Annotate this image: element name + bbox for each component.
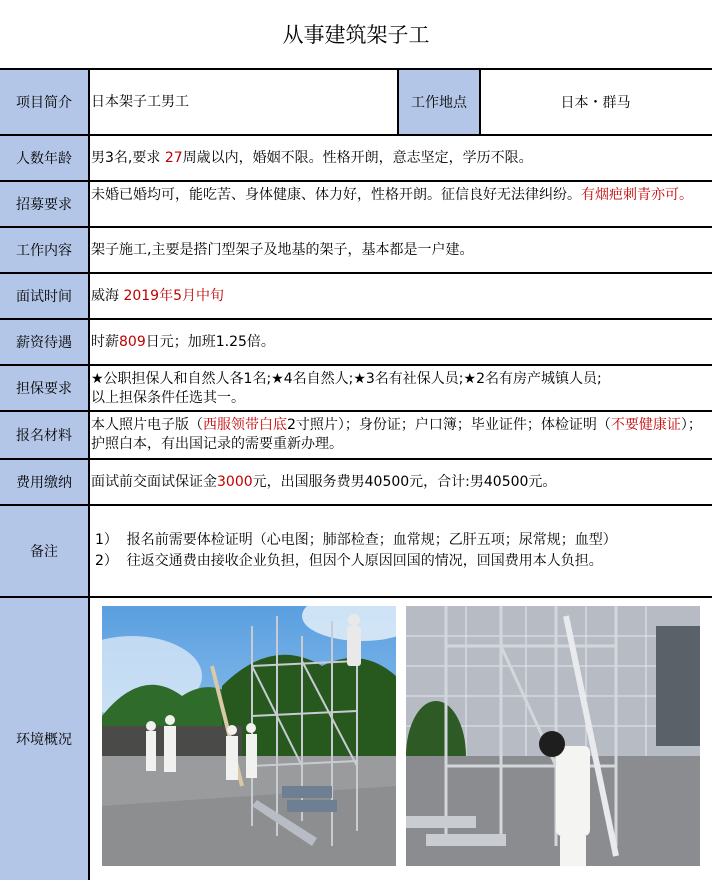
scaffold-photo-house <box>406 606 700 866</box>
row-notes <box>0 506 712 598</box>
row-interview <box>0 274 712 320</box>
value-guarantee: ★公职担保人和自然人各1名;★4名自然人;★3名有社保人员;★2名有房产城镇人员; 以上担保条件任选其一。 <box>91 371 602 406</box>
value-location: 日本・群马 <box>560 95 631 111</box>
value-fees: 面试前交面试保证金 3000 元，出国服务费男40500元，合计:男40500元。 <box>91 473 557 490</box>
scaffold-photo-outdoor <box>102 606 396 866</box>
label-people: 人数年龄 <box>0 136 90 180</box>
value-work: 架子施工,主要是搭门型架子及地基的架子，基本都是一户建。 <box>91 241 474 258</box>
value-interview: 威海 2019年5月中旬 <box>91 287 224 304</box>
row-recruit <box>0 182 712 228</box>
row-project <box>0 70 712 136</box>
label-interview: 面试时间 <box>0 274 90 318</box>
scaffold-photo-house-image <box>406 606 700 866</box>
value-project: 日本架子工男工 <box>91 93 189 110</box>
value-materials: 本人照片电子版（西服领带白底2寸照片）；身份证；户口簿；毕业证件；体检证明（不要健康证）；护照白本，有出国记录的需要重新办理。 <box>91 417 702 452</box>
label-project: 项目简介 <box>0 70 90 134</box>
row-environment <box>0 598 712 880</box>
label-notes: 备注 <box>0 506 90 596</box>
value-notes: 1） 报名前需要体检证明（心电图；肺部检查；血常规；乙肝五项；尿常规；血型） 2） 往返交通费由接收企业负担，但因个人原因回国的情况，回国费用本人负担。 <box>95 532 617 569</box>
row-work <box>0 228 712 274</box>
value-recruit: 未婚已婚均可，能吃苦、身体健康、体力好，性格开朗。征信良好无法律纠纷。有烟疤刺青亦可。 <box>91 187 693 203</box>
row-salary <box>0 320 712 366</box>
label-salary: 薪资待遇 <box>0 320 90 364</box>
label-fees: 费用缴纳 <box>0 460 90 504</box>
label-environment: 环境概况 <box>0 598 90 880</box>
value-people: 男3名,要求 27 周歳以内，婚姻不限。性格开朗，意志坚定，学历不限。 <box>91 149 533 166</box>
value-salary: 时薪 809 日元；加班1.25倍。 <box>91 333 275 350</box>
row-fees <box>0 460 712 506</box>
label-guarantee: 担保要求 <box>0 366 90 410</box>
label-materials: 报名材料 <box>0 412 90 458</box>
row-guarantee <box>0 366 712 412</box>
row-materials <box>0 412 712 460</box>
scaffold-photo-outdoor-image <box>102 606 396 866</box>
page-title: 从事建筑架子工 <box>0 0 712 70</box>
label-work: 工作内容 <box>0 228 90 272</box>
label-recruit: 招募要求 <box>0 182 90 226</box>
label-location: 工作地点 <box>397 70 481 134</box>
row-people <box>0 136 712 182</box>
